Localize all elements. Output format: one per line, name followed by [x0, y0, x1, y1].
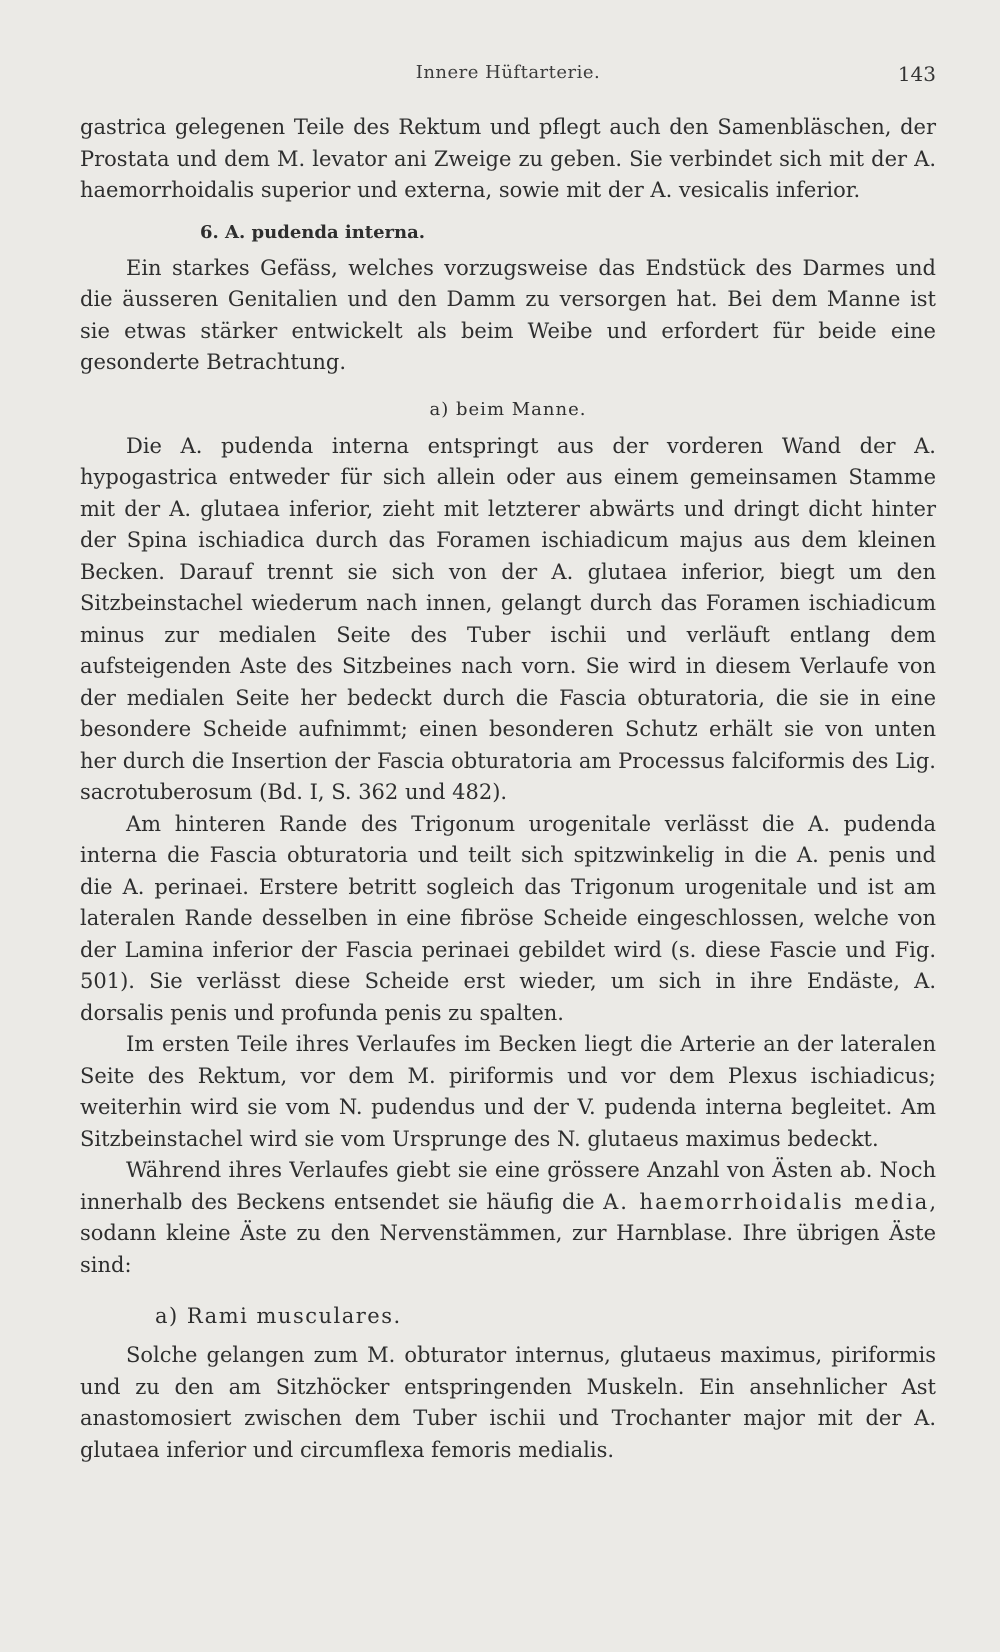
page-number: 143 — [897, 62, 936, 86]
body-text — [80, 112, 936, 1466]
paragraph: Am hinteren Rande des Trigonum urogenitale verlässt die A. pudenda interna die Fascia obturatoria und teilt sich spitzwinkelig in die A. penis und die A. perinaei. Erstere betritt sogleich das Trigonum urogenitale und ist am lateralen Rande desselben in eine fibröse Scheide eingeschlossen, welche von der Lamina inferior der Fascia perinaei gebildet wird (s. diese Fascie und Fig. 501). Sie verlässt diese Scheide erst wieder, um sich in ihre Endäste, A. dorsalis penis und profunda penis zu spalten. — [80, 811, 936, 1025]
paragraph-continuation: gastrica gelegenen Teile des Rektum und pflegt auch den Samenbläschen, der Prostata und dem M. levator ani Zweige zu geben. Sie verbindet sich mit der A. haemorrhoidalis superior und externa, sowie mit der A. vesicalis inferior. — [80, 115, 936, 202]
paragraph — [80, 1155, 936, 1281]
subsection-heading: a) beim Manne. — [429, 398, 587, 420]
subsection-heading: a) Rami musculares. — [155, 1304, 402, 1328]
section-heading: 6. A. pudenda interna. — [200, 221, 426, 243]
paragraph: Im ersten Teile ihres Verlaufes im Becken liegt die Arterie an der lateralen Seite des Rektum, vor dem M. piriformis und vor dem Plexus ischiadicus; weiterhin wird sie vom N. pudendus und der V. pudenda interna begleitet. Am Sitzbeinstachel wird sie vom Ursprunge des N. glutaeus maximus bedeckt. — [80, 1032, 936, 1151]
page-header — [80, 62, 936, 92]
paragraph-text: , sodann kleine Äste zu den Nervenstämmen, zur Harnblase. Ihre übrigen Äste sind: — [80, 1189, 936, 1277]
running-title: Innere Hüftarterie. — [415, 62, 601, 83]
paragraph: Solche gelangen zum M. obturator internus, glutaeus maximus, piriformis und zu den am Sitzhöcker entspringenden Muskeln. Ein ansehnlicher Ast anastomosiert zwischen dem Tuber ischii und Trochanter major mit der A. glutaea inferior und circumflexa femoris medialis. — [80, 1343, 936, 1462]
paragraph: Ein starkes Gefäss, welches vorzugsweise das Endstück des Darmes und die äusseren Genitalien und den Damm zu versorgen hat. Bei dem Manne ist sie etwas stärker entwickelt als beim Weibe und erfordert für beide eine gesonderte Betrachtung. — [80, 255, 936, 374]
paragraph-text: Während ihres Verlaufes giebt sie eine grössere Anzahl von Ästen ab. Noch innerhalb des Beckens entsendet sie häufig die — [80, 1158, 936, 1214]
paragraph: Die A. pudenda interna entspringt aus der vorderen Wand der A. hypogastrica entweder für sich allein oder aus einem gemeinsamen Stamme mit der A. glutaea inferior, zieht mit letzterer abwärts und dringt dicht hinter der Spina ischiadica durch das Foramen ischiadicum majus aus dem kleinen Becken. Darauf trennt sie sich von der A. glutaea inferior, biegt um den Sitzbeinstachel wiederum nach innen, gelangt durch das Foramen ischiadicum minus zur medialen Seite des Tuber ischii und verläuft entlang dem aufsteigenden Aste des Sitzbeines nach vorn. Sie wird in diesem Verlaufe von der medialen Seite her bedeckt durch die Fascia obturatoria, die sie in eine besondere Scheide aufnimmt; einen besonderen Schutz erhält sie von unten her durch die Insertion der Fascia obturatoria am Processus falciformis des Lig. sacrotuberosum (Bd. I, S. 362 und 482). — [80, 433, 936, 804]
spaced-term: A. haemorrhoidalis media — [603, 1189, 930, 1214]
